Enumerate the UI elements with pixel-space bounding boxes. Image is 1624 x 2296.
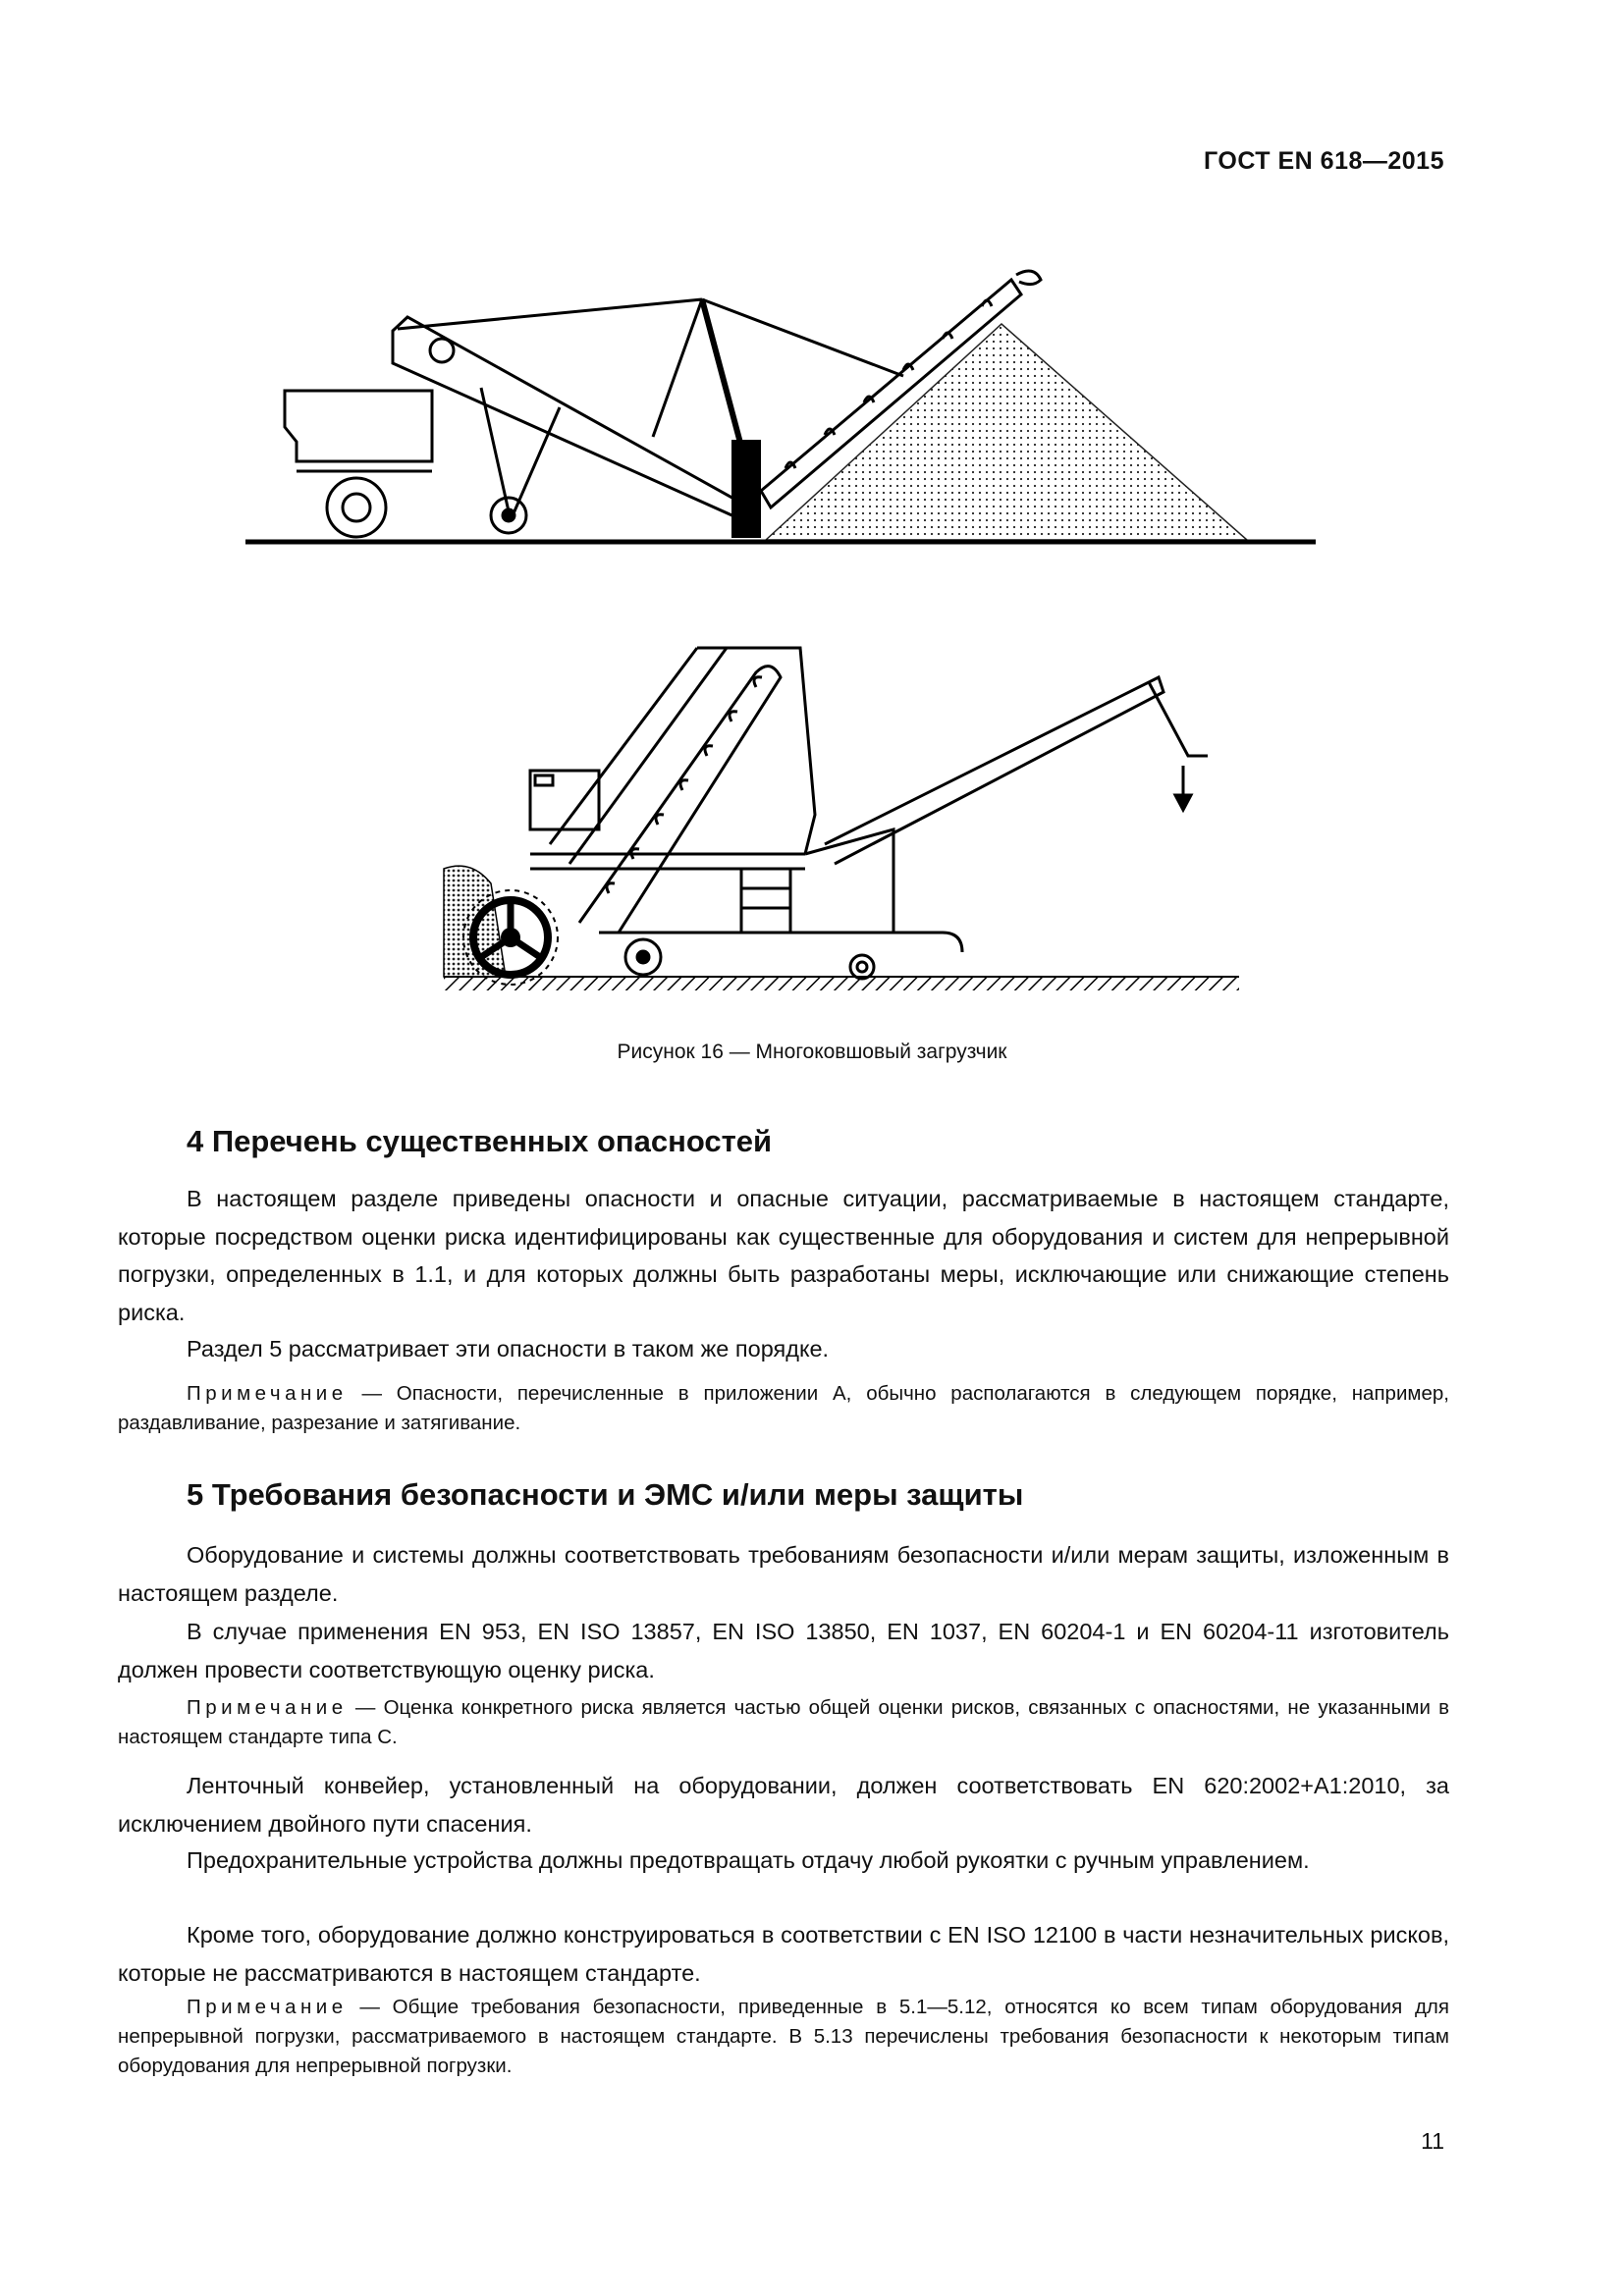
note-label: Примечание: [187, 1382, 348, 1405]
note-label: Примечание: [187, 1696, 348, 1719]
section-5-paragraph-3: Ленточный конвейер, установленный на оборудовании, должен соответствовать EN 620:2002+A1:2010, за исключением двойного пути спасения.: [118, 1773, 1449, 1837]
section-5-paragraph-1: Оборудование и системы должны соответствовать требованиям безопасности и/или мерам защиты, изложенным в настоящем разделе.: [118, 1542, 1449, 1606]
figure-caption: Рисунок 16 — Многоковшовый загрузчик: [617, 1041, 1007, 1063]
truck: [285, 391, 432, 537]
section-5-note-2: Примечание — Общие требования безопасности, приведенные в 5.1—5.12, относятся ко всем типам оборудования для непрерывной погрузки, рассматриваемого в настоящем стандарте. В 5.13 перечислены требования безопасности к некоторым типам оборудования для непрерывной погрузки.: [118, 1996, 1449, 2077]
bucket-chain: [579, 667, 781, 933]
section-4-paragraph-2: Раздел 5 рассматривает эти опасности в таком же порядке.: [187, 1336, 830, 1362]
page-number: 11: [1421, 2128, 1444, 2154]
machine-frame: [530, 648, 962, 952]
stockpile: [766, 324, 1247, 540]
section-5-paragraph-5: Кроме того, оборудование должно конструироваться в соответствии с EN ISO 12100 в части незначительных рисков, которые не рассматриваются в настоящем стандарте.: [118, 1922, 1449, 1986]
loader-illustration-top: [236, 250, 1326, 555]
undercarriage-wheels: [625, 939, 874, 979]
loader-illustration-bottom: [432, 628, 1257, 1001]
discharge-conveyor: [825, 677, 1208, 864]
section-5-paragraph-2: В случае применения EN 953, EN ISO 13857, EN ISO 13850, EN 1037, EN 60204-1 и EN 60204-11 изготовитель должен провести соответствующую оценку риска.: [118, 1619, 1449, 1682]
mast: [702, 299, 761, 538]
section-4-note: Примечание — Опасности, перечисленные в приложении А, обычно располагаются в следующем порядке, например, раздавливание, разрезание и затягивание.: [118, 1382, 1449, 1434]
document-standard-number: ГОСТ EN 618—2015: [1204, 147, 1444, 175]
section-4-heading: 4 Перечень существенных опасностей: [187, 1124, 773, 1158]
section-4-paragraph-1: В настоящем разделе приведены опасности и опасные ситуации, рассматриваемые в настоящем стандарте, которые посредством оценки риска идентифицированы как существенные для оборудования и систем для непрерывной погрузки, определенных в 1.1, и для которых должны быть разработаны меры, исключающие или снижающие степень риска.: [118, 1186, 1449, 1325]
section-5-note-1: Примечание — Оценка конкретного риска является частью общей оценки рисков, связанных с опасностями, не указанными в настоящем стандарте типа С.: [118, 1696, 1449, 1748]
ground-hatching: [444, 977, 1239, 990]
note-label: Примечание: [187, 1996, 348, 2018]
section-5-paragraph-4: Предохранительные устройства должны предотвращать отдачу любой рукоятки с ручным управлением.: [187, 1847, 1310, 1873]
section-5-heading: 5 Требования безопасности и ЭМС и/или меры защиты: [187, 1477, 1024, 1512]
